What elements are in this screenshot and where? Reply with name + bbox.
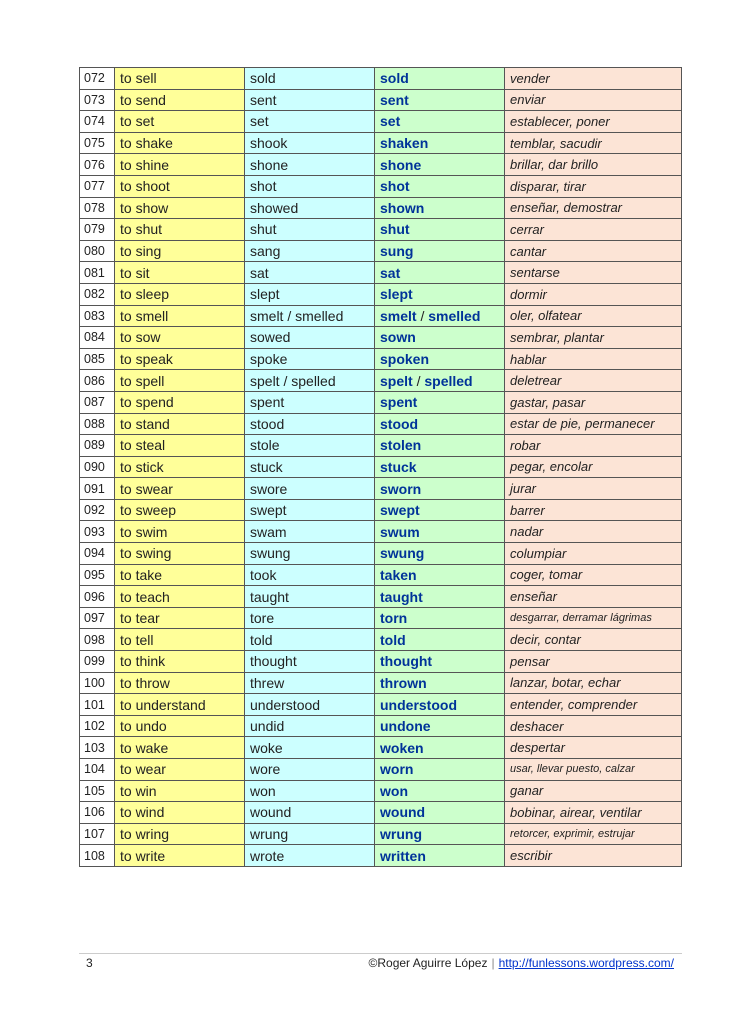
past-simple-cell: sold <box>245 68 375 90</box>
table-row <box>80 694 682 716</box>
infinitive-cell: to take <box>115 564 245 586</box>
table-row <box>80 413 682 435</box>
past-simple-cell: showed <box>245 197 375 219</box>
spanish-translation-cell: enseñar <box>505 586 682 608</box>
past-simple-cell: sent <box>245 89 375 111</box>
spanish-translation-cell: desgarrar, derramar lágrimas <box>505 607 682 629</box>
infinitive-cell: to spend <box>115 391 245 413</box>
past-participle-cell: undone <box>375 715 505 737</box>
past-simple-cell: taught <box>245 586 375 608</box>
infinitive-cell: to wind <box>115 802 245 824</box>
spanish-translation-cell: deletrear <box>505 370 682 392</box>
past-participle-cell: shot <box>375 175 505 197</box>
spanish-translation-cell: brillar, dar brillo <box>505 154 682 176</box>
table-row <box>80 435 682 457</box>
table-row <box>80 327 682 349</box>
spanish-translation-cell: enseñar, demostrar <box>505 197 682 219</box>
table-row <box>80 175 682 197</box>
past-participle-cell: spelt / spelled <box>375 370 505 392</box>
spanish-translation-cell: escribir <box>505 845 682 867</box>
spanish-translation-cell: sentarse <box>505 262 682 284</box>
infinitive-cell: to shut <box>115 219 245 241</box>
spanish-translation-cell: usar, llevar puesto, calzar <box>505 759 682 781</box>
row-number: 083 <box>80 305 115 327</box>
row-number: 098 <box>80 629 115 651</box>
infinitive-cell: to smell <box>115 305 245 327</box>
table-row <box>80 521 682 543</box>
spanish-translation-cell: sembrar, plantar <box>505 327 682 349</box>
infinitive-cell: to swear <box>115 478 245 500</box>
infinitive-cell: to understand <box>115 694 245 716</box>
infinitive-cell: to set <box>115 111 245 133</box>
row-number: 086 <box>80 370 115 392</box>
footer-credit <box>369 956 674 970</box>
past-simple-cell: shook <box>245 132 375 154</box>
infinitive-cell: to think <box>115 651 245 673</box>
spanish-translation-cell: robar <box>505 435 682 457</box>
infinitive-cell: to swim <box>115 521 245 543</box>
infinitive-cell: to write <box>115 845 245 867</box>
past-simple-cell: won <box>245 780 375 802</box>
row-number: 091 <box>80 478 115 500</box>
row-number: 105 <box>80 780 115 802</box>
spanish-translation-cell: pegar, encolar <box>505 456 682 478</box>
table-row <box>80 348 682 370</box>
table-row <box>80 391 682 413</box>
table-row <box>80 240 682 262</box>
table-row <box>80 845 682 867</box>
spanish-translation-cell: hablar <box>505 348 682 370</box>
page-number: 3 <box>86 956 93 970</box>
infinitive-cell: to throw <box>115 672 245 694</box>
past-simple-cell: wrote <box>245 845 375 867</box>
past-participle-cell: swept <box>375 499 505 521</box>
past-participle-cell: taken <box>375 564 505 586</box>
infinitive-cell: to sing <box>115 240 245 262</box>
past-simple-cell: spelt / spelled <box>245 370 375 392</box>
spanish-translation-cell: deshacer <box>505 715 682 737</box>
table-row <box>80 780 682 802</box>
past-simple-cell: wrung <box>245 823 375 845</box>
infinitive-cell: to sell <box>115 68 245 90</box>
row-number: 093 <box>80 521 115 543</box>
infinitive-cell: to shoot <box>115 175 245 197</box>
row-number: 104 <box>80 759 115 781</box>
table-row <box>80 154 682 176</box>
row-number: 072 <box>80 68 115 90</box>
infinitive-cell: to stand <box>115 413 245 435</box>
infinitive-cell: to wear <box>115 759 245 781</box>
table-row <box>80 672 682 694</box>
row-number: 073 <box>80 89 115 111</box>
past-participle-cell: shown <box>375 197 505 219</box>
past-participle-cell: written <box>375 845 505 867</box>
spanish-translation-cell: dormir <box>505 283 682 305</box>
past-simple-cell: spent <box>245 391 375 413</box>
spanish-translation-cell: temblar, sacudir <box>505 132 682 154</box>
spanish-translation-cell: jurar <box>505 478 682 500</box>
table-row <box>80 262 682 284</box>
spanish-translation-cell: enviar <box>505 89 682 111</box>
spanish-translation-cell: estar de pie, permanecer <box>505 413 682 435</box>
past-simple-cell: woke <box>245 737 375 759</box>
past-participle-cell: stuck <box>375 456 505 478</box>
infinitive-cell: to wake <box>115 737 245 759</box>
row-number: 078 <box>80 197 115 219</box>
past-simple-cell: sang <box>245 240 375 262</box>
infinitive-cell: to speak <box>115 348 245 370</box>
spanish-translation-cell: nadar <box>505 521 682 543</box>
infinitive-cell: to tear <box>115 607 245 629</box>
past-participle-cell: sat <box>375 262 505 284</box>
past-participle-cell: stood <box>375 413 505 435</box>
past-simple-cell: set <box>245 111 375 133</box>
spanish-translation-cell: despertar <box>505 737 682 759</box>
spanish-translation-cell: establecer, poner <box>505 111 682 133</box>
past-simple-cell: stole <box>245 435 375 457</box>
past-participle-cell: stolen <box>375 435 505 457</box>
past-simple-cell: told <box>245 629 375 651</box>
infinitive-cell: to sleep <box>115 283 245 305</box>
past-participle-cell: shone <box>375 154 505 176</box>
infinitive-cell: to swing <box>115 543 245 565</box>
past-participle-cell: worn <box>375 759 505 781</box>
spanish-translation-cell: lanzar, botar, echar <box>505 672 682 694</box>
infinitive-cell: to show <box>115 197 245 219</box>
infinitive-cell: to shake <box>115 132 245 154</box>
infinitive-cell: to spell <box>115 370 245 392</box>
row-number: 075 <box>80 132 115 154</box>
past-simple-cell: stuck <box>245 456 375 478</box>
row-number: 106 <box>80 802 115 824</box>
spanish-translation-cell: oler, olfatear <box>505 305 682 327</box>
past-simple-cell: wound <box>245 802 375 824</box>
spanish-translation-cell: retorcer, exprimir, estrujar <box>505 823 682 845</box>
row-number: 079 <box>80 219 115 241</box>
past-participle-cell: wound <box>375 802 505 824</box>
row-number: 095 <box>80 564 115 586</box>
row-number: 077 <box>80 175 115 197</box>
past-participle-cell: spoken <box>375 348 505 370</box>
row-number: 101 <box>80 694 115 716</box>
row-number: 108 <box>80 845 115 867</box>
past-participle-cell: sworn <box>375 478 505 500</box>
row-number: 087 <box>80 391 115 413</box>
spanish-translation-cell: coger, tomar <box>505 564 682 586</box>
table-row <box>80 499 682 521</box>
table-row <box>80 737 682 759</box>
row-number: 099 <box>80 651 115 673</box>
infinitive-cell: to shine <box>115 154 245 176</box>
table-row <box>80 543 682 565</box>
verb-table-body <box>80 68 682 867</box>
past-participle-cell: smelt / smelled <box>375 305 505 327</box>
row-number: 082 <box>80 283 115 305</box>
spanish-translation-cell: vender <box>505 68 682 90</box>
spanish-translation-cell: decir, contar <box>505 629 682 651</box>
row-number: 102 <box>80 715 115 737</box>
row-number: 100 <box>80 672 115 694</box>
row-number: 080 <box>80 240 115 262</box>
row-number: 097 <box>80 607 115 629</box>
past-participle-cell: swum <box>375 521 505 543</box>
row-number: 096 <box>80 586 115 608</box>
table-row <box>80 586 682 608</box>
row-number: 094 <box>80 543 115 565</box>
spanish-translation-cell: columpiar <box>505 543 682 565</box>
table-row <box>80 564 682 586</box>
past-simple-cell: shone <box>245 154 375 176</box>
spanish-translation-cell: pensar <box>505 651 682 673</box>
table-row <box>80 68 682 90</box>
past-simple-cell: stood <box>245 413 375 435</box>
table-row <box>80 629 682 651</box>
spanish-translation-cell: ganar <box>505 780 682 802</box>
table-row <box>80 370 682 392</box>
past-participle-cell: won <box>375 780 505 802</box>
past-participle-cell: torn <box>375 607 505 629</box>
row-number: 074 <box>80 111 115 133</box>
past-participle-cell: understood <box>375 694 505 716</box>
spanish-translation-cell: cerrar <box>505 219 682 241</box>
row-number: 103 <box>80 737 115 759</box>
table-row <box>80 132 682 154</box>
table-row <box>80 607 682 629</box>
past-participle-cell: slept <box>375 283 505 305</box>
past-participle-cell: swung <box>375 543 505 565</box>
past-simple-cell: sowed <box>245 327 375 349</box>
infinitive-cell: to undo <box>115 715 245 737</box>
table-row <box>80 219 682 241</box>
table-row <box>80 802 682 824</box>
past-participle-cell: sent <box>375 89 505 111</box>
table-row <box>80 715 682 737</box>
footer-divider <box>79 953 682 954</box>
row-number: 090 <box>80 456 115 478</box>
table-row <box>80 283 682 305</box>
past-simple-cell: thought <box>245 651 375 673</box>
past-simple-cell: slept <box>245 283 375 305</box>
infinitive-cell: to tell <box>115 629 245 651</box>
table-row <box>80 823 682 845</box>
row-number: 089 <box>80 435 115 457</box>
infinitive-cell: to sit <box>115 262 245 284</box>
infinitive-cell: to sweep <box>115 499 245 521</box>
spanish-translation-cell: disparar, tirar <box>505 175 682 197</box>
past-participle-cell: shaken <box>375 132 505 154</box>
past-simple-cell: wore <box>245 759 375 781</box>
verb-table <box>79 67 682 867</box>
past-simple-cell: sat <box>245 262 375 284</box>
past-simple-cell: threw <box>245 672 375 694</box>
past-simple-cell: tore <box>245 607 375 629</box>
table-row <box>80 197 682 219</box>
past-participle-cell: sown <box>375 327 505 349</box>
spanish-translation-cell: barrer <box>505 499 682 521</box>
past-simple-cell: spoke <box>245 348 375 370</box>
infinitive-cell: to win <box>115 780 245 802</box>
row-number: 088 <box>80 413 115 435</box>
row-number: 092 <box>80 499 115 521</box>
infinitive-cell: to wring <box>115 823 245 845</box>
past-simple-cell: smelt / smelled <box>245 305 375 327</box>
past-simple-cell: shut <box>245 219 375 241</box>
past-simple-cell: shot <box>245 175 375 197</box>
past-participle-cell: told <box>375 629 505 651</box>
table-row <box>80 89 682 111</box>
past-participle-cell: shut <box>375 219 505 241</box>
past-simple-cell: swore <box>245 478 375 500</box>
footer-url-link[interactable]: http://funlessons.wordpress.com/ <box>498 956 674 970</box>
past-simple-cell: took <box>245 564 375 586</box>
row-number: 107 <box>80 823 115 845</box>
past-simple-cell: swung <box>245 543 375 565</box>
past-participle-cell: wrung <box>375 823 505 845</box>
row-number: 081 <box>80 262 115 284</box>
past-participle-cell: sung <box>375 240 505 262</box>
past-participle-cell: set <box>375 111 505 133</box>
table-row <box>80 478 682 500</box>
spanish-translation-cell: cantar <box>505 240 682 262</box>
spanish-translation-cell: entender, comprender <box>505 694 682 716</box>
row-number: 084 <box>80 327 115 349</box>
past-participle-cell: woken <box>375 737 505 759</box>
table-row <box>80 651 682 673</box>
infinitive-cell: to steal <box>115 435 245 457</box>
past-simple-cell: understood <box>245 694 375 716</box>
table-row <box>80 111 682 133</box>
past-participle-cell: thrown <box>375 672 505 694</box>
past-simple-cell: swept <box>245 499 375 521</box>
spanish-translation-cell: gastar, pasar <box>505 391 682 413</box>
spanish-translation-cell: bobinar, airear, ventilar <box>505 802 682 824</box>
table-row <box>80 456 682 478</box>
row-number: 085 <box>80 348 115 370</box>
past-participle-cell: spent <box>375 391 505 413</box>
past-participle-cell: thought <box>375 651 505 673</box>
past-participle-cell: sold <box>375 68 505 90</box>
infinitive-cell: to sow <box>115 327 245 349</box>
table-row <box>80 305 682 327</box>
infinitive-cell: to send <box>115 89 245 111</box>
row-number: 076 <box>80 154 115 176</box>
table-row <box>80 759 682 781</box>
past-simple-cell: swam <box>245 521 375 543</box>
footer-author: ©Roger Aguirre López <box>368 956 488 970</box>
past-participle-cell: taught <box>375 586 505 608</box>
past-simple-cell: undid <box>245 715 375 737</box>
footer-separator: | <box>491 956 495 970</box>
infinitive-cell: to stick <box>115 456 245 478</box>
infinitive-cell: to teach <box>115 586 245 608</box>
